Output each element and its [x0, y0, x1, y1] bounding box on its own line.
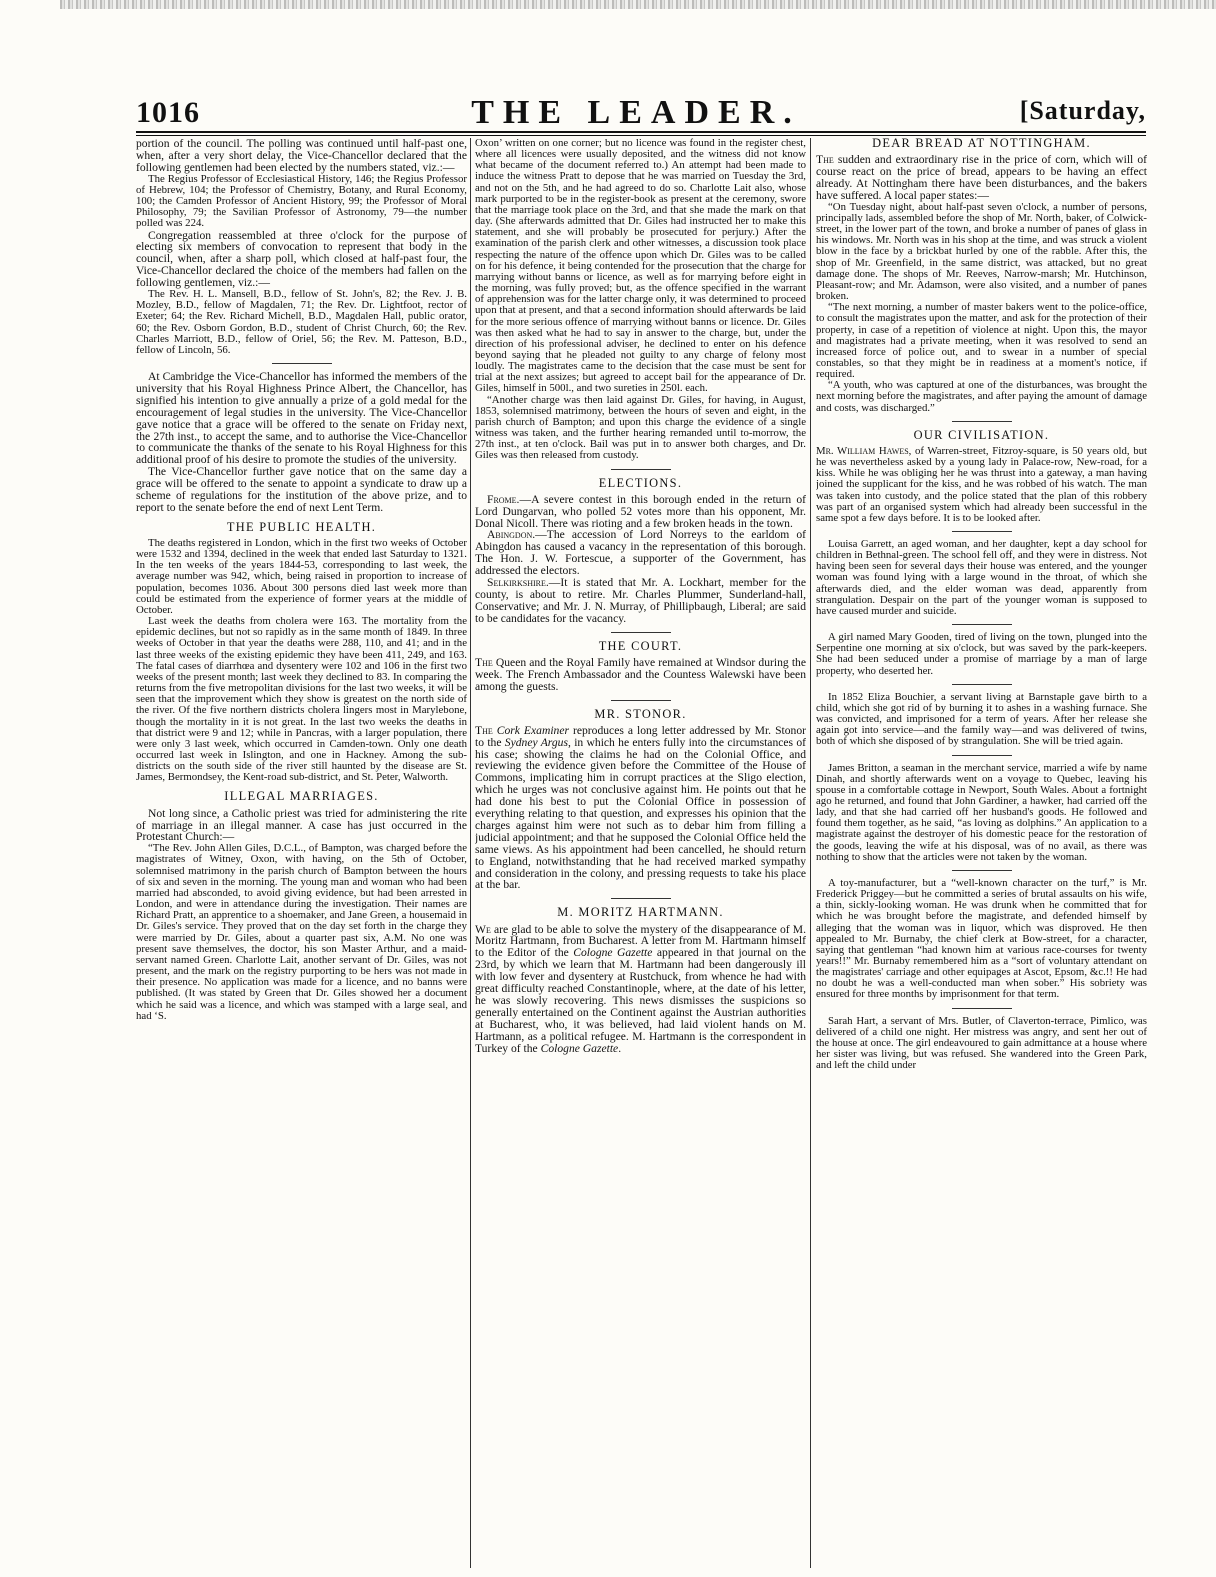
- article-paragraph: [475, 725, 806, 892]
- section-separator: [611, 898, 671, 899]
- paragraph-text: , in which he enters fully into the circumstances of his case; showing the claims he had on the Colonial Office, and reviewing the evidence given before the Committee of the House of Commons, implicating him in corrupt practices at the Sligo election, which he urges was not conclusive against him. He points out that he had done his best to put the Colonial Office in possession of everything relating to that question, and expresses his opinion that the charges against him were not such as to debar him from filling a judicial appointment; and that he supposed the Colonial Office held the same views. As his appointment had been cancelled, he should return to England, notwithstanding that he had received marked sympathy and consideration in the colony, and pressing requests to take his place at the bar.: [475, 735, 806, 892]
- section-separator: [952, 755, 1012, 756]
- section-heading: ELECTIONS.: [598, 475, 683, 490]
- place-name: Abingdon.: [487, 528, 536, 542]
- page-number: 1016: [136, 96, 200, 129]
- place-name: Selkirkshire.: [487, 576, 549, 590]
- article-paragraph: In 1852 Eliza Bouchier, a servant living at Barnstaple gave birth to a child, which she got rid of by burning it to ashes in a washing furnace. She was convicted, and imprisoned for a term of years. After her release she again got into service—and the family way—and was delivered of twins, both of which she disposed of by strangulation. She will be tried again.: [816, 690, 1147, 748]
- masthead-title: THE LEADER.: [471, 94, 801, 131]
- article-paragraph: At Cambridge the Vice-Chancellor has informed the members of the university that his Royal Highness Prince Albert, the Chancellor, has signified his intention to give annually a prize of a gold medal for the encouragement of legal studies in the university. The Vice-Chancellor gave notice that a grace will be offered to the senate on Friday next, the 27th inst., to accept the same, and to authorise the Vice-Chancellor to communicate the thanks of the senate to his Royal Highness for this additional proof of his desire to promote the studies of the university.: [136, 369, 467, 467]
- article-paragraph: “The Rev. John Allen Giles, D.C.L., of Bampton, was charged before the magistrates of Witney, Oxon, with having, on the 5th of October, solemnised matrimony in the parish church of Bampton between the hours of six and seven in the morning. The young man and woman who had been married had absconded, to avoid giving evidence, but had been arrested in London, and were in attendance during the investigation. Their names are Richard Pratt, an apprentice to a shoemaker, and Jane Green, a housemaid in Dr. Giles's service. They proved that on the day set forth in the charge they were married by Dr. Giles, about a quarter past six, A.M. No one was present save themselves, the doctor, his son Master Arthur, and a maid-servant named Green. Charlotte Lait, another servant of Dr. Giles, was not present, and the mark on the registry purporting to be hers was not made in their presence. No application was made for a licence, and no banns were published. (It was stated by Green that Dr. Giles showed her a document which he said was a licence, and which was stamped with a large seal, and had ‘S.: [136, 842, 467, 1022]
- paragraph-text: .: [618, 1041, 622, 1055]
- paragraph-text: reproduces a long letter addressed by Mr. Stonor to the: [475, 723, 806, 749]
- article-paragraph: “The next morning, a number of master bakers went to the police-office, to consult the magistrates upon the matter, and ask for the protection of their property, in case of a repetition of violence at night. Upon this, the mayor and magistrates had a private meeting, when it was resolved to send an increased force of police out, and to swear in a number of special constables, so that they might be in readiness at a moment's notice, if required.: [816, 301, 1147, 381]
- section-heading: M. MORITZ HARTMANN.: [557, 905, 724, 920]
- article-paragraph: The Rev. H. L. Mansell, B.D., fellow of St. John's, 82; the Rev. J. B. Mozley, B.D., fellow of Magdalen, 71; the Rev. Dr. Lightfoot, rector of Exeter; 64; the Rev. Richard Michell, B.D., Magdalen Hall, public orator, 60; the Rev. Osborn Gordon, B.D., student of Christ Church, 60; the Rev. Charles Marriott, B.D., fellow of Oriel, 56; the Rev. M. Patteson, B.D., fellow of Lincoln, 56.: [136, 288, 467, 356]
- newspaper-title: Cologne Gazette: [540, 1041, 619, 1055]
- article-paragraph: “On Tuesday night, about half-past seven o'clock, a number of persons, principally lads, assembled before the shop of Mr. North, baker, of Colwick-street, in the lower part of the town, and broke a number of panes of glass in his windows. Mr. North was in his shop at the time, and was struck a violent blow in the face by a brickbat hurled by one of the rabble. After this, the shop of Mr. Greenfield, in the same district, was attacked, but no great damage done. The shops of Mr. Reeves, Narrow-marsh; Mr. Hutchinson, Pleasant-row; and Mr. Adamson, were also visited, and a number of panes broken.: [816, 200, 1147, 303]
- article-paragraph: [475, 529, 806, 577]
- newspaper-title: Sydney Argus: [504, 735, 568, 749]
- section-separator: [272, 363, 332, 364]
- article-paragraph: Sarah Hart, a servant of Mrs. Butler, of Claverton-terrace, Pimlico, was delivered of a child one night. Her mistress was angry, and sent her out of the house at once. The girl endeavoured to gain admittance at a house where her sister was living, but was refused. She wandered into the Green Park, and left the child under: [816, 1014, 1147, 1072]
- paragraph-text: of Warren-street, Fitzroy-square, is 50 years old, but he was nevertheless asked by a young lady in Palace-row, New-road, for a kiss. While he was obliging her he was thrust into a gateway, a man having joined the supplicant for the kiss, and he was robbed of his watch. The man was taken into custody, and the police stated that the plan of this robbery was part of an organised system which had already been successful in the same spot a few days before. It is to be looked after.: [816, 444, 1147, 524]
- section-separator: [952, 1008, 1012, 1009]
- section-heading: DEAR BREAD AT NOTTINGHAM.: [872, 138, 1091, 150]
- article-paragraph: A toy-manufacturer, but a “well-known character on the turf,” is Mr. Frederick Priggey—but he committed a series of brutal assaults on his wife, a thin, sickly-looking woman. He was drunk when he committed that for which he was brought before the magistrate, and defended himself by alleging that the woman was in liquor, which was disproved. He then appealed to Mr. Burnaby, the chief clerk at Bow-street, for a character, saying that gentleman “had known him at various race-courses for twenty years!!” Mr. Burnaby remembered him as a “sort of voluntary attendant on the magistrates' carriage and other equipages at Ascot, Epsom, &c.!! He had no doubt he was a well-conducted man when sober.” His sobriety was ensured for three months by imprisonment for that term.: [816, 876, 1147, 1001]
- article-paragraph: Louisa Garrett, an aged woman, and her daughter, kept a day school for children in Bethnal-green. The school fell off, and they were in distress. Not having been seen for several days their house was entered, and the younger woman was found lying with a large wound in the throat, of which she afterwards died, and the elder woman was dead, apparently from strangulation. Despair on the part of the younger woman is supposed to have caused murder and suicide.: [816, 538, 1147, 617]
- section-heading: MR. STONOR.: [594, 706, 687, 721]
- newspaper-title: Cologne Gazette: [573, 946, 653, 960]
- article-paragraph: Congregation reassembled at three o'clock for the purpose of electing six members of convocation to represent that body in the council, when, after a sharp poll, which closed at half-past four, the Vice-Chancellor declared the choice of the members had fallen on the following gentlemen, viz.:—: [136, 228, 467, 290]
- section-separator: [952, 531, 1012, 532]
- paragraph-text: Queen and the Royal Family have remained at Windsor during the week. The French Ambassador and the Countess Walewski have been among the guests.: [475, 655, 806, 693]
- article-paragraph: The Regius Professor of Ecclesiastical History, 146; the Regius Professor of Hebrew, 104; the Professor of Chemistry, Botany, and Rural Economy, 100; the Camden Professor of Ancient History, 99; the Professor of Moral Philosophy, 79; the Savilian Professor of Astronomy, 79—the number polled was 224.: [136, 172, 467, 230]
- article-paragraph: [475, 924, 806, 1055]
- article-paragraph: “Another charge was then laid against Dr. Giles, for having, in August, 1853, solemnised matrimony, between the hours of seven and eight, in the parish church of Bampton; and upon this charge the evidence of a single witness was taken, and the further hearing remanded until to-morrow, the 27th inst., at ten o'clock. Bail was put in to answer both charges, and Dr. Giles was then released from custody.: [475, 393, 806, 462]
- header-rule: [136, 131, 1146, 133]
- newspaper-title: Cork Examiner: [496, 723, 569, 737]
- section-heading: THE PUBLIC HEALTH.: [226, 519, 377, 534]
- section-separator: [952, 421, 1012, 422]
- article-paragraph: Oxon’ written on one corner; but no licence was found in the register chest, where all licences were usually deposited, and the witness did not know what became of the document referred to.) An attempt had been made to induce the witness Pratt to depose that he was married on Tuesday the 3rd, and not on the 5th, and he had agreed to do so. Charlotte Lait also, whose mark purported to be in the register-book as present at the ceremony, swore that the marriage took place on the 3rd, and that she made the mark on that day. (She afterwards admitted that Dr. Giles had instructed her to make this statement, and she will probably be prosecuted for perjury.) After the examination of the parish clerk and other witnesses, a discussion took place respecting the nature of the offence upon which Dr. Giles was to be called on for his defence, it being contended for the prosecution that the charge for marrying without banns or licence, as well as for marrying before eight in the morning, was fully proved; but, as the offence specified in the warrant of apprehension was for the latter charge only, it was determined to proceed upon that at present, and that a second information should afterwards be laid for the more serious offence of marrying without banns or licence. Dr. Giles was then asked what he had to say in answer to the charge, but, under the direction of his professional adviser, he declined to enter on his defence beyond saying that he pleaded not guilty to any charge of felony most loudly. The magistrates came to the decision that the case must be sent for trial at the next assizes; but agreed to accept bail for the appearance of Dr. Giles, himself in 500l., and two sureties in 250l. each.: [475, 138, 806, 395]
- place-name: Frome.: [487, 492, 520, 506]
- paragraph-text: —The accession of Lord Norreys to the earldom of Abingdon has caused a vacancy in the representation of this borough. The Hon. J. W. Fortescue, a supporter of the Government, has addressed the electors.: [475, 528, 806, 578]
- column-2: [475, 138, 806, 1568]
- article-paragraph: [475, 657, 806, 693]
- article-paragraph: A girl named Mary Gooden, tired of living on the town, plunged into the Serpentine one morning at six o'clock, but was saved by the park-keepers. She had been seduced under a promise of marriage by a man of large property, who deserted her.: [816, 631, 1147, 677]
- article-paragraph: The deaths registered in London, which in the first two weeks of October were 1532 and 1394, declined in the week that ended last Saturday to 1321. In the ten weeks of the years 1844-53, corresponding to last week, the average number was 942, which, being raised in proportion to increase of population, becomes 1036. About 300 persons died last week more than could be estimated from the experience of former years at the middle of October.: [136, 537, 467, 616]
- section-separator: [952, 684, 1012, 685]
- article-paragraph: “A youth, who was captured at one of the disturbances, was brought the next morning before the magistrates, and after paying the amount of damage and costs, was discharged.”: [816, 379, 1147, 414]
- paragraph-text: —It is stated that Mr. A. Lockhart, member for the county, is about to retire. Mr. Charles Plummer, Sunderland-hall, Conservative; and Mr. J. N. Murray, of Phillipbaugh, Liberal; are said to be candidates for the vacancy.: [475, 576, 806, 625]
- article-paragraph: [816, 446, 1147, 524]
- column-divider: [470, 138, 471, 1568]
- lead-word: The: [475, 655, 493, 669]
- article-paragraph: Not long since, a Catholic priest was tried for administering the rite of marriage in an illegal manner. A case has just occurred in the Protestant Church:—: [136, 806, 467, 844]
- article-paragraph: Last week the deaths from cholera were 163. The mortality from the epidemic declines, but not so rapidly as in the same month of 1849. In three weeks of October in that year the deaths were 288, 110, and 41; and in the last three weeks of the existing epidemic they have been 411, 249, and 163. The fatal cases of diarrhœa and dysentery were 102 and 106 in the first two weeks of the present month; last week they declined to 83. In comparing the returns from the five metropolitan divisions for the last two weeks, it will be seen that the improvement which they show is greatest on the north side of the river. Of the five northern districts cholera lingers most in Marylebone, though the mortality in it is not great. In the last two weeks the deaths in that district were 9 and 12; while in Pancras, with a larger population, there were only 3 last week, which occurred in Camden-town. Only one death occurred last week in Islington, and one in Hackney. Among the sub-districts on the south side of the river still haunted by the disease are St. James, Bermondsey, the Kent-road sub-district, and St. Peter, Walworth.: [136, 615, 467, 784]
- section-heading: OUR CIVILISATION.: [913, 427, 1050, 442]
- paragraph-text: are glad to be able to solve the mystery of the disappearance of M. Moritz Hartmann, from Bucharest. A letter from M. Hartmann himself to the Editor of the: [475, 922, 806, 960]
- lead-word: We: [475, 922, 491, 936]
- column-3: [816, 138, 1147, 1568]
- article-paragraph: James Britton, a seaman in the merchant service, married a wife by name Dinah, and shortly afterwards went on a voyage to Quebec, leaving his spouse in a comfortable cottage in Newport, South Wales. About a fortnight ago he returned, and found that John Gardiner, a hawker, had carried off the lady, and that she had carried off her husband's goods. He followed and found them together, as he said, “as loving as dolphins.” An application to a magistrate against the destroyer of his domestic peace for the restoration of the goods, leaving the wife at his disposal, was of no avail, as there was nothing to show that the articles were not taken by the woman.: [816, 761, 1147, 863]
- article-paragraph: The Vice-Chancellor further gave notice that on the same day a grace will be offered to the senate to appoint a syndicate to draw up a scheme of regulations for the institution of the above prize, and to report to the senate before the end of next Lent Term.: [136, 465, 467, 514]
- scan-edge-strip: [60, 0, 1216, 9]
- article-paragraph: [475, 494, 806, 530]
- header-rule-thin: [136, 135, 1146, 136]
- column-1: [136, 138, 467, 1568]
- section-separator: [952, 870, 1012, 871]
- section-separator: [611, 632, 671, 633]
- lead-name: Mr. William Hawes,: [816, 444, 912, 457]
- article-paragraph: [475, 577, 806, 625]
- paragraph-text: —A severe contest in this borough ended in the return of Lord Dungarvan, who polled 52 votes more than his opponent, Mr. Donal Nicoll. There was rioting and a few broken heads in the town.: [475, 492, 806, 530]
- section-heading: ILLEGAL MARRIAGES.: [224, 789, 379, 804]
- section-separator: [611, 700, 671, 701]
- lead-word: The: [475, 723, 493, 737]
- issue-day: [Saturday,: [1019, 96, 1146, 125]
- page-header: [136, 94, 1146, 130]
- section-separator: [611, 469, 671, 470]
- article-paragraph: [816, 154, 1147, 202]
- article-paragraph: portion of the council. The polling was continued until half-past one, when, after a very short delay, the Vice-Chancellor declared that the following gentlemen had been elected by the numbers stated, viz.:—: [136, 138, 467, 174]
- section-separator: [952, 624, 1012, 625]
- paragraph-text: sudden and extraordinary rise in the price of corn, which will of course react on the price of bread, appears to be having an effect already. At Nottingham there have been disturbances, and the bakers have suffered. A local paper states:—: [816, 153, 1147, 202]
- lead-word: The: [816, 153, 834, 167]
- column-divider: [810, 138, 811, 1568]
- paragraph-text: appeared in that journal on the 23rd, by which we learn that M. Hartmann had been dangerously ill with low fever and dysentery at Rustchuck, from whence he had with great difficulty reached Constantinople, where, at the date of his letter, he was slowly recovering. This news dismisses the suspicions so generally entertained on the Continent against the Austrian authorities at Bucharest, who, it was believed, had laid violent hands on M. Hartmann, as a political refugee. M. Hartmann is the correspondent in Turkey of the: [475, 946, 806, 1055]
- section-heading: THE COURT.: [598, 638, 683, 653]
